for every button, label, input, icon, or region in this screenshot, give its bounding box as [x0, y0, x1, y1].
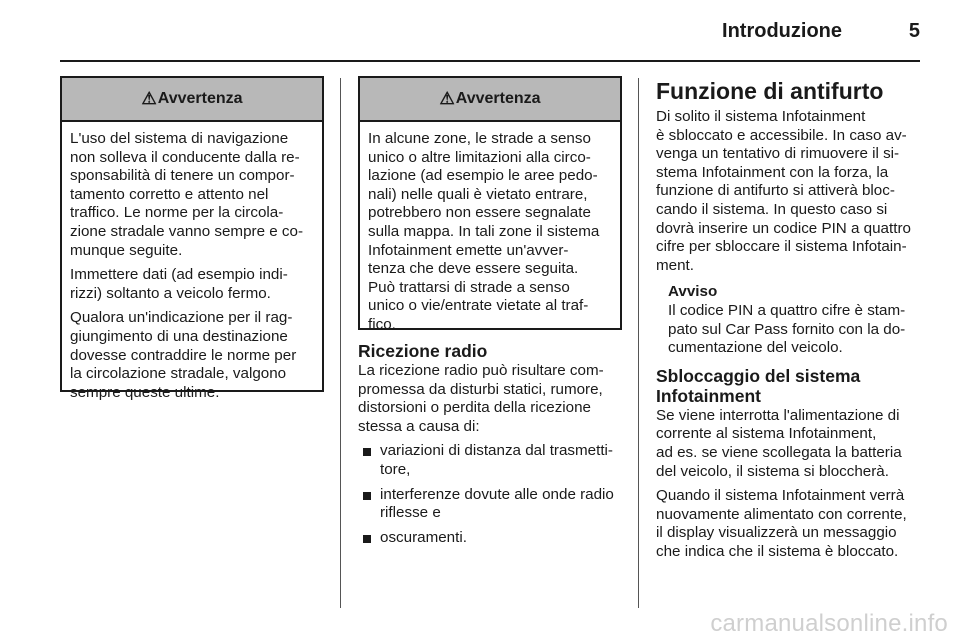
- warning-box-header: [62, 78, 322, 122]
- text-line: sulla mappa. In tali zone il sistema: [368, 222, 600, 240]
- text-line: corrente al sistema Infotainment,: [656, 425, 877, 443]
- warning-box-body: [360, 122, 620, 341]
- square-bullet-icon: [363, 535, 371, 543]
- text-line: tamento corretto e attento nel: [70, 185, 269, 203]
- warning-paragraph: [368, 130, 614, 335]
- text-line: potrebbero non essere segnalate: [368, 204, 591, 222]
- text-line: promessa da disturbi statici, rumore,: [358, 380, 603, 398]
- page-header: [60, 0, 920, 62]
- text-line: giungimento di una destinazione: [70, 327, 288, 345]
- text-line: la circolazione stradale, valgono: [70, 365, 287, 383]
- section-heading: [656, 366, 920, 406]
- text-line: rizzi) soltanto a veicolo fermo.: [70, 284, 271, 302]
- text-line: pato sul Car Pass fornito con la do-: [668, 320, 906, 338]
- text-line: venga un tentativo di rimuovere il si-: [656, 145, 900, 163]
- text-line: sempre queste ultime.: [70, 383, 220, 401]
- text-line: funzione di antifurto si attiverà bloc-: [656, 182, 895, 200]
- text-line: non solleva il conducente dalla re-: [70, 148, 300, 166]
- text-line: fico.: [368, 315, 396, 333]
- text-line: che indica che il sistema è bloccato.: [656, 542, 899, 560]
- text-line: cumentazione del veicolo.: [668, 339, 843, 357]
- text-line: il display visualizzerà un messaggio: [656, 524, 897, 542]
- text-line: Se viene interrotta l'alimentazione di: [656, 406, 900, 424]
- text-line: Il codice PIN a quattro cifre è stam-: [668, 301, 906, 319]
- text-line: interferenze dovute alle onde radio: [380, 485, 614, 503]
- text-line: Sbloccaggio del sistema: [656, 365, 861, 386]
- section-paragraph: [656, 108, 920, 275]
- text-line: unico o altre limitazioni alla circo-: [368, 148, 591, 166]
- text-line: dovesse contraddire le norme per: [70, 346, 297, 364]
- warning-paragraph: [70, 309, 316, 402]
- bullet-list: [363, 442, 620, 547]
- warning-triangle-icon: ⚠: [141, 89, 157, 108]
- text-line: stessa a causa di:: [358, 417, 480, 435]
- section-paragraph: [656, 407, 920, 481]
- text-line: stema Infotainment con la forza, la: [656, 163, 889, 181]
- section-paragraph: [656, 487, 920, 561]
- text-line: del veicolo, il sistema si bloccherà.: [656, 462, 889, 480]
- note-text: [668, 302, 920, 358]
- warning-box-navigation: [60, 76, 324, 401]
- warning-box-restrictions: [358, 76, 622, 333]
- watermark: carmanualsonline.info: [710, 610, 948, 637]
- text-line: lazione (ad esempio le aree pedo-: [368, 167, 598, 185]
- text-line: sponsabilità di tenere un compor-: [70, 167, 295, 185]
- note-title: Avviso: [668, 283, 718, 301]
- text-line: traffico. Le norme per la circola-: [70, 204, 284, 222]
- page-number: 5: [908, 20, 920, 42]
- text-line: Infotainment emette un'avver-: [368, 241, 569, 259]
- list-item: [363, 486, 620, 523]
- note-block: [668, 283, 920, 357]
- section-heading: Funzione di antifurto: [656, 78, 884, 104]
- text-line: è sbloccato e accessibile. In caso av-: [656, 126, 907, 144]
- text-line: cando il sistema. In questo caso si: [656, 200, 888, 218]
- text-line: ment.: [656, 256, 694, 274]
- text-line: riflesse e: [380, 504, 441, 522]
- warning-box-header: [360, 78, 620, 122]
- list-item: [363, 529, 620, 548]
- warning-triangle-icon: ⚠: [439, 89, 455, 108]
- text-line: Di solito il sistema Infotainment: [656, 108, 866, 125]
- text-line: Quando il sistema Infotainment verrà: [656, 487, 905, 505]
- text-line: dovrà inserire un codice PIN a quattro: [656, 219, 911, 237]
- text-line: tenza che deve essere seguita.: [368, 260, 579, 278]
- text-line: tore,: [380, 460, 411, 478]
- text-line: variazioni di distanza dal trasmetti-: [380, 442, 613, 460]
- warning-box-title: Avvertenza: [157, 90, 243, 107]
- list-item: [363, 442, 620, 479]
- text-line: La ricezione radio può risultare com-: [358, 362, 604, 379]
- section-heading: Ricezione radio: [358, 341, 488, 361]
- warning-box-body: [62, 122, 322, 408]
- warning-box-title: Avvertenza: [455, 90, 541, 107]
- text-line: In alcune zone, le strade a senso: [368, 130, 591, 147]
- text-line: Può trattarsi di strade a senso: [368, 278, 570, 296]
- text-line: ad es. se viene scollegata la batteria: [656, 443, 902, 461]
- text-line: Immettere dati (ad esempio indi-: [70, 266, 288, 284]
- header-title: Introduzione: [722, 20, 842, 42]
- square-bullet-icon: [363, 448, 371, 456]
- square-bullet-icon: [363, 492, 371, 500]
- text-line: L'uso del sistema di navigazione: [70, 130, 289, 147]
- text-line: unico o vie/entrate vietate al traf-: [368, 297, 589, 315]
- text-line: distorsioni o perdita della ricezione: [358, 399, 592, 417]
- text-line: zione stradale vanno sempre e co-: [70, 222, 304, 240]
- antitheft-section: [656, 78, 920, 561]
- text-line: oscuramenti.: [380, 528, 467, 546]
- text-line: cifre per sbloccare il sistema Infotain-: [656, 238, 907, 256]
- text-line: nuovamente alimentato con corrente,: [656, 505, 907, 523]
- column-separator: [638, 78, 639, 608]
- text-line: Infotainment: [656, 385, 761, 406]
- text-line: nali) nelle quali è vietato entrare,: [368, 185, 588, 203]
- warning-paragraph: [70, 130, 316, 260]
- text-line: Qualora un'indicazione per il rag-: [70, 309, 293, 327]
- section-paragraph: [358, 362, 620, 436]
- warning-paragraph: [70, 266, 316, 303]
- radio-reception-section: [358, 341, 620, 553]
- column-separator: [340, 78, 341, 608]
- text-line: munque seguite.: [70, 241, 183, 259]
